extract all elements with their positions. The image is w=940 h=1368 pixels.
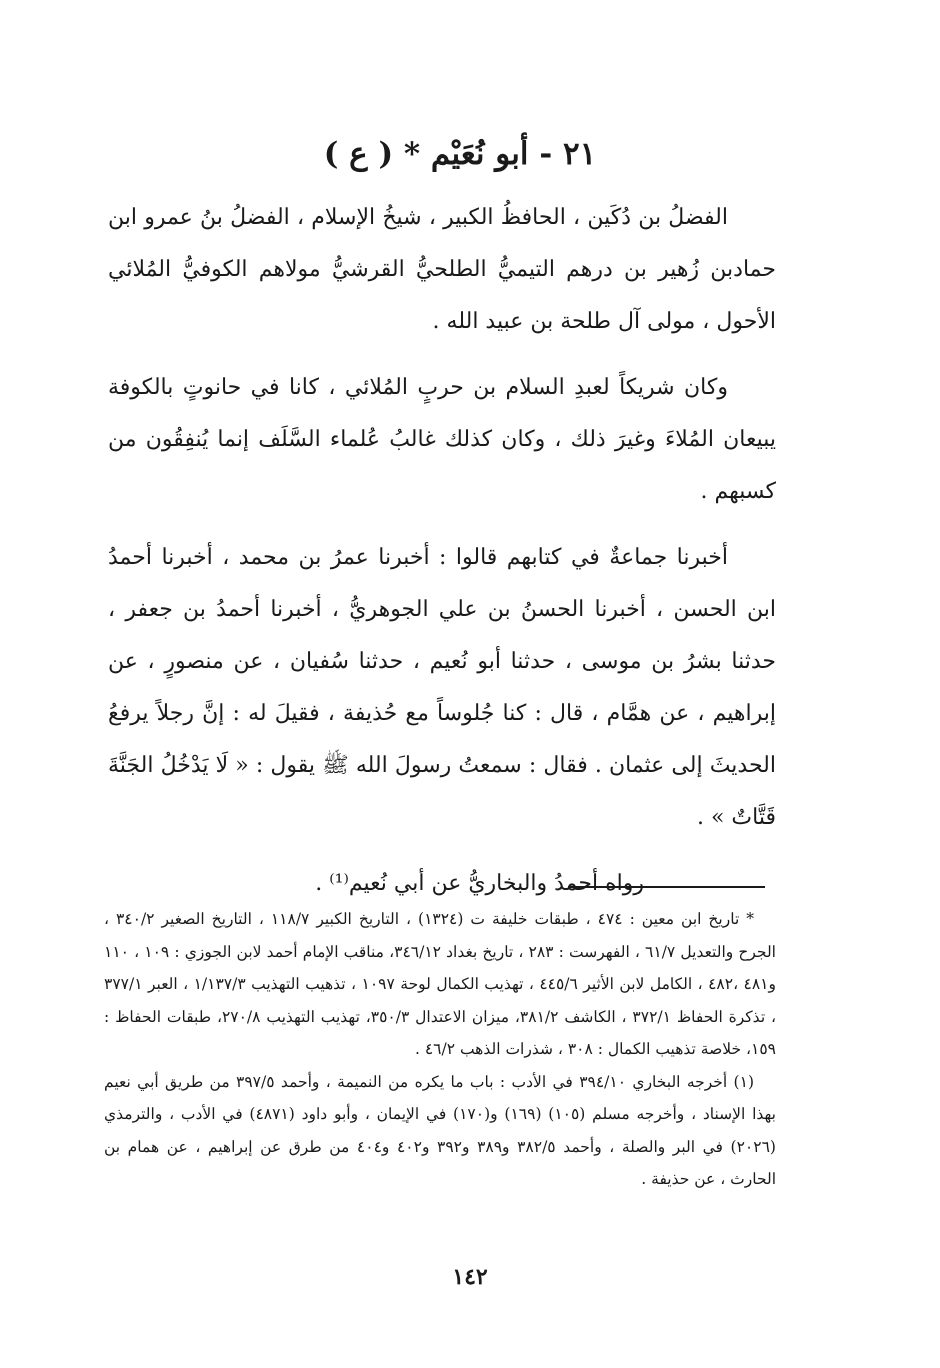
main-text bbox=[108, 192, 776, 924]
paragraph-lineage: الفضلُ بن دُكَين ، الحافظُ الكبير ، شيخُ الإسلام ، الفضلُ بنُ عمرو ابن حمادبن زُهير بن درهم التيميُّ الطلحيُّ القرشيُّ مولاهم الكوفيُّ المُلائي الأحول ، مولى آل طلحة بن عبيد الله . bbox=[108, 205, 776, 334]
footnote-separator bbox=[568, 886, 765, 888]
footnotes bbox=[104, 903, 776, 1196]
paragraph-narration: رواه أحمدُ والبخاريُّ عن أبي نُعيم⁽¹⁾ . bbox=[315, 871, 644, 896]
footnote-sources: * تاريخ ابن معين : ٤٧٤ ، طبقات خليفة ت (١٣٢٤) ، التاريخ الكبير ١١٨/٧ ، التاريخ الصغير ٣٤٠/٢ ، الجرح والتعديل ٦١/٧ ، الفهرست : ٢٨٣ ، تاريخ بغداد ٣٤٦/١٢، مناقب الإمام أحمد لابن الجوزي : ١٠٩ ، ١١٠ و٤٨١ ،٤٨٢ ، الكامل لابن الأثير ٤٤٥/٦ ، تهذيب الكمال لوحة ١٠٩٧ ، تذهيب التهذيب ١/١٣٧/٣ ، العبر ٣٧٧/١ ، تذكرة الحفاظ ٣٧٢/١ ، الكاشف ٣٨١/٢، ميزان الاعتدال ٣٥٠/٣، تهذيب التهذيب ٢٧٠/٨، طبقات الحفاظ : ١٥٩، خلاصة تذهيب الكمال : ٣٠٨ ، شذرات الذهب ٤٦/٢ . bbox=[104, 910, 777, 1058]
footnote-1: (١) أخرجه البخاري ٣٩٤/١٠ في الأدب : باب ما يكره من النميمة ، وأحمد ٣٩٧/٥ من طريق أبي نعيم بهذا الإسناد ، وأخرجه مسلم (١٠٥) (١٦٩) و(١٧٠) في الإيمان ، وأبو داود (٤٨٧١) في الأدب ، والترمذي (٢٠٢٦) في البر والصلة ، وأحمد ٣٨٢/٥ و٣٨٩ و٣٩٢ و٤٠٢ و٤٠٤ من طرق عن إبراهيم ، عن همام بن الحارث ، عن حذيفة . bbox=[104, 1072, 776, 1188]
paragraph-occupation: وكان شريكاً لعبدِ السلام بن حربٍ المُلائي ، كانا في حانوتٍ بالكوفة يبيعان المُلاءَ وغيرَ ذلك ، وكان كذلك غالبُ عُلماء السَّلَف إنما يُنفِقُون من كسبهم . bbox=[108, 375, 776, 504]
paragraph-hadith: أخبرنا جماعةٌ في كتابهم قالوا : أخبرنا عمرُ بن محمد ، أخبرنا أحمدُ ابن الحسن ، أخبرنا الحسنُ بن علي الجوهريُّ ، أخبرنا أحمدُ بن جعفر ، حدثنا بشرُ بن موسى ، حدثنا أبو نُعيم ، حدثنا سُفيان ، عن منصورٍ ، عن إبراهيم ، عن همَّام ، قال : كنا جُلوساً مع حُذيفة ، فقيلَ له : إنَّ رجلاً يرفعُ الحديثَ إلى عثمان . فقال : سمعتُ رسولَ الله ﷺ يقول : « لَا يَدْخُلُ الجَنَّةَ قَتَّاتٌ » . bbox=[108, 545, 776, 830]
page-number: ١٤٢ bbox=[452, 1264, 488, 1290]
biography-heading: ٢١ - أبو نُعَيْم * ( ع ) bbox=[323, 136, 597, 172]
